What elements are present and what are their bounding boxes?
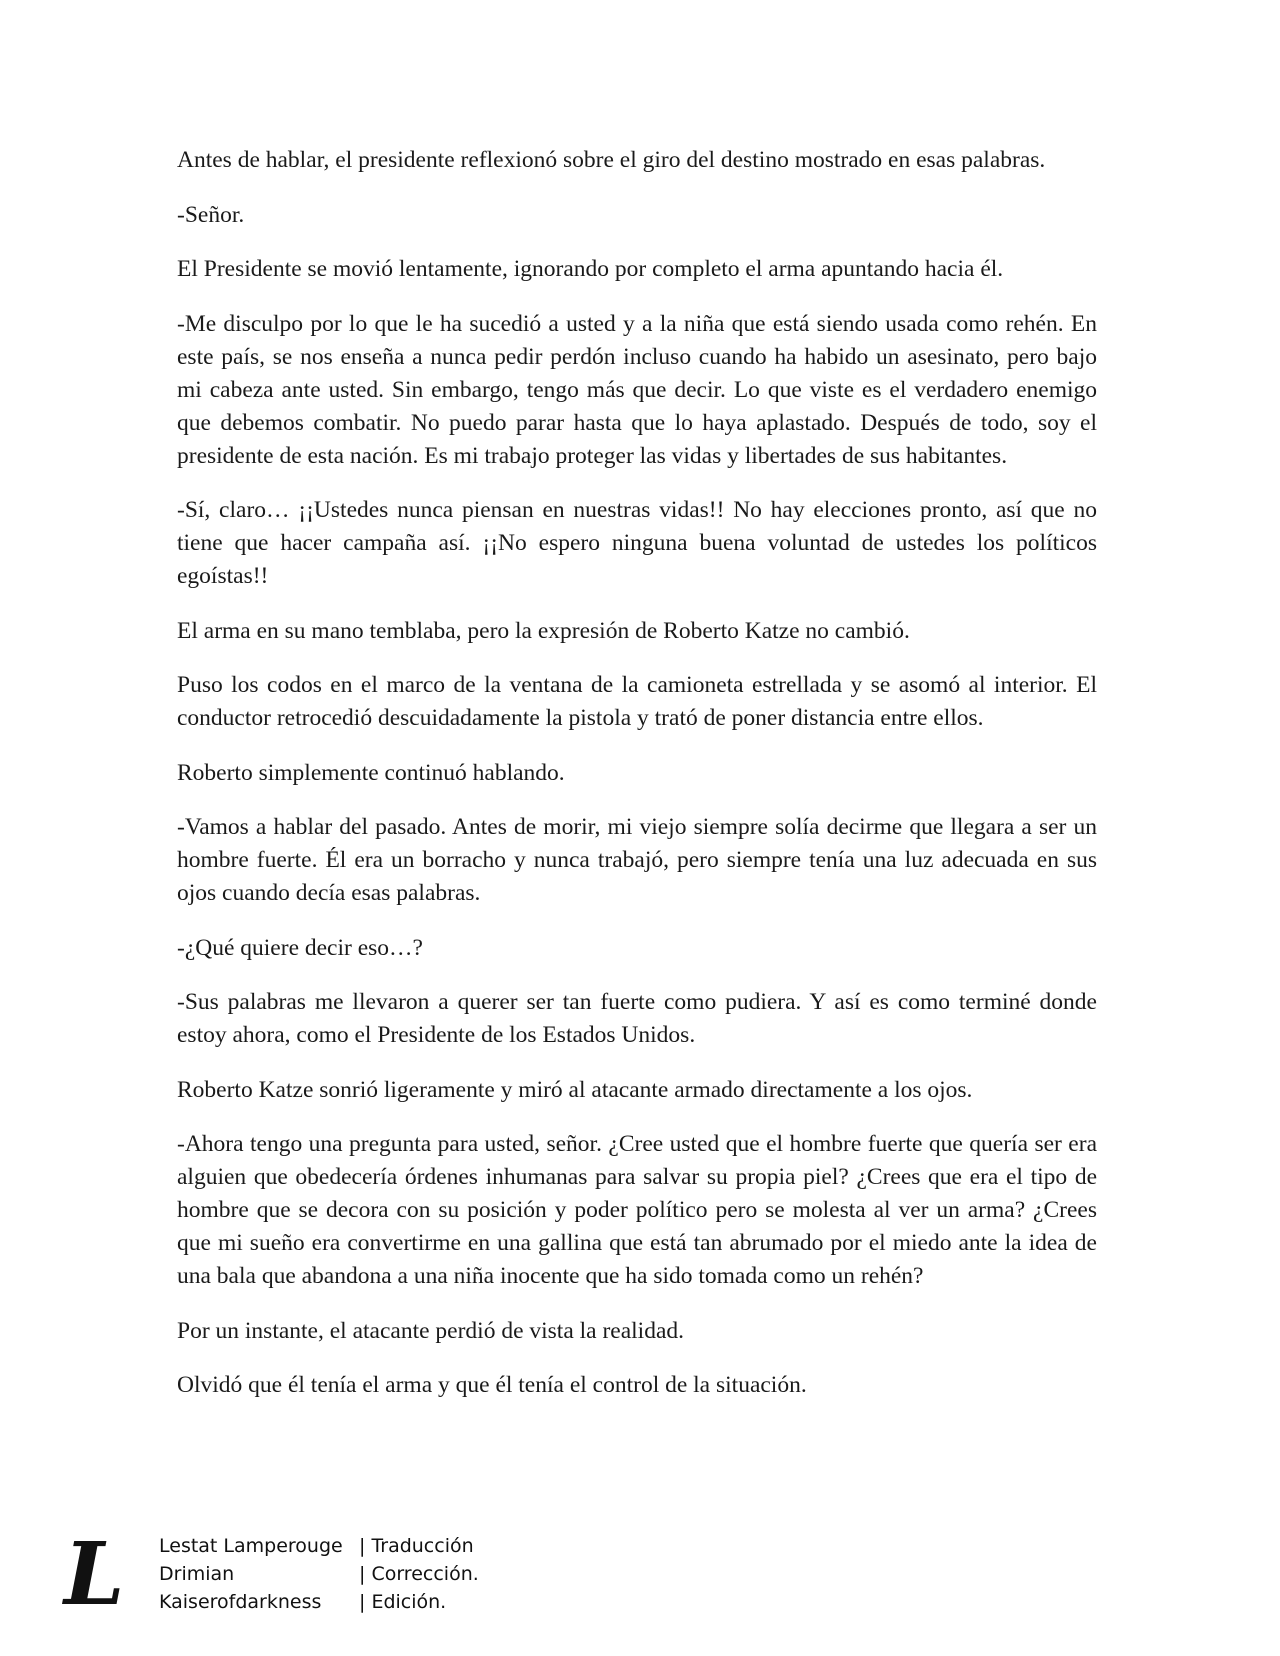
credit-row (159, 1532, 479, 1560)
l-logo: L (64, 1524, 125, 1625)
paragraph: Olvidó que él tenía el arma y que él tenía el control de la situación. (177, 1372, 807, 1398)
credit-role: | Edición. (359, 1591, 447, 1613)
paragraph: -Señor. (177, 201, 245, 228)
footer (64, 1524, 664, 1632)
paragraph: Roberto Katze sonrió ligeramente y miró al atacante armado directamente a los ojos. (177, 1076, 973, 1103)
paragraph: El arma en su mano temblaba, pero la expresión de Roberto Katze no cambió. (177, 617, 910, 644)
paragraph: Roberto simplemente continuó hablando. (177, 759, 565, 786)
paragraph: -Sus palabras me llevaron a querer ser tan fuerte como pudiera. Y así es como terminé donde estoy ahora, como el Presidente de los Estados Unidos. (177, 989, 1097, 1048)
paragraph: Antes de hablar, el presidente reflexionó sobre el giro del destino mostrado en esas palabras. (177, 147, 1046, 173)
credit-row (159, 1588, 479, 1616)
paragraph: -Ahora tengo una pregunta para usted, señor. ¿Cree usted que el hombre fuerte que quería ser era alguien que obedecería órdenes inhumanas para salvar su propia piel? ¿Crees que era el tipo de hombre que se decora con su posición y poder político pero se molesta al ver un arma? ¿Crees que mi sueño era convertirme en una gallina que está tan abrumado por el miedo ante la idea de una bala que abandona a una niña inocente que ha sido tomada como un rehén? (177, 1131, 1097, 1289)
page-body (177, 144, 1097, 1424)
credit-name: Lestat Lamperouge (159, 1535, 343, 1557)
credit-role: | Corrección. (359, 1563, 479, 1585)
credits (159, 1532, 479, 1616)
paragraph: Por un instante, el atacante perdió de vista la realidad. (177, 1317, 685, 1344)
paragraph: -Vamos a hablar del pasado. Antes de morir, mi viejo siempre solía decirme que llegara a ser un hombre fuerte. Él era un borracho y nunca trabajó, pero siempre tenía una luz adecuada en sus ojos cuando decía esas palabras. (177, 814, 1097, 906)
credit-name: Kaiserofdarkness (159, 1591, 322, 1613)
paragraph: -Sí, claro… ¡¡Ustedes nunca piensan en nuestras vidas!! No hay elecciones pronto, así que no tiene que hacer campaña así. ¡¡No espero ninguna buena voluntad de ustedes los políticos egoístas!! (177, 497, 1097, 589)
paragraph: Puso los codos en el marco de la ventana de la camioneta estrellada y se asomó al interior. El conductor retrocedió descuidadamente la pistola y trató de poner distancia entre ellos. (177, 672, 1097, 731)
credit-row (159, 1560, 479, 1588)
paragraph: -Me disculpo por lo que le ha sucedió a usted y a la niña que está siendo usada como rehén. En este país, se nos enseña a nunca pedir perdón incluso cuando ha habido un asesinato, pero bajo mi cabeza ante usted. Sin embargo, tengo más que decir. Lo que viste es el verdadero enemigo que debemos combatir. No puedo parar hasta que lo haya aplastado. Después de todo, soy el presidente de esta nación. Es mi trabajo proteger las vidas y libertades de sus habitantes. (177, 310, 1097, 469)
paragraph: -¿Qué quiere decir eso…? (177, 934, 423, 961)
paragraph: El Presidente se movió lentamente, ignorando por completo el arma apuntando hacia él. (177, 256, 1004, 282)
credit-role: | Traducción (359, 1535, 474, 1557)
credit-name: Drimian (159, 1563, 235, 1585)
